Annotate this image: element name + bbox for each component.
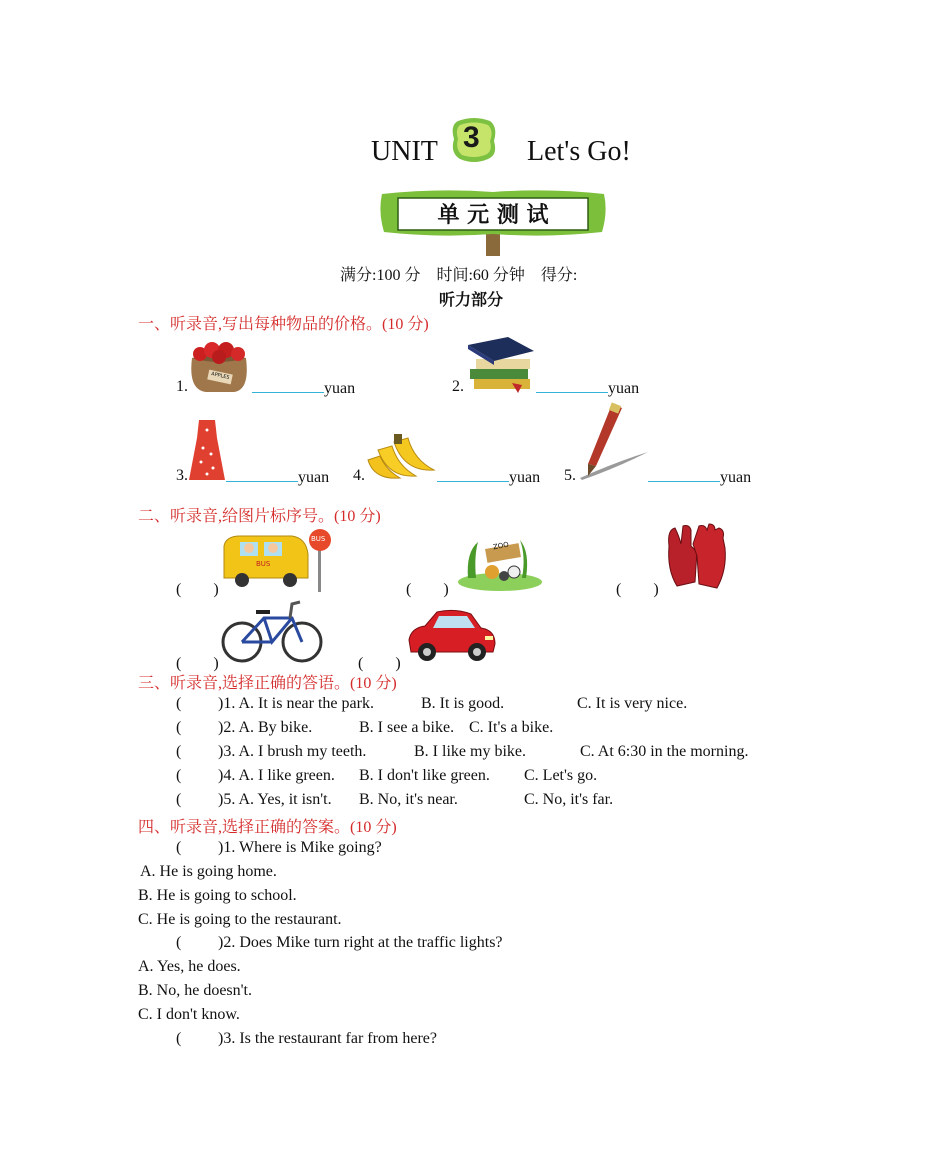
option-a: A. It is near the park. [238,695,374,712]
s3-q1 [176,695,374,713]
option-a: A. By bike. [238,719,313,736]
item4-answer[interactable] [437,467,540,487]
apple-sack-label: APPLES [210,371,230,381]
question-text: )2. Does Mike turn right at the traffic lights? [218,934,503,951]
s4-q2-stem [176,934,503,952]
school-bus-icon [220,526,335,592]
option-a: A. I like green. [238,767,335,784]
unit-label: UNIT [371,136,438,167]
price-blank[interactable] [252,378,324,393]
question-number: )1. [218,695,236,712]
dress-icon [187,418,227,482]
bus-body-text: BUS [256,560,271,568]
apple-sack-icon [186,340,252,394]
s3-q2-option-c: C. It's a bike. [469,719,554,736]
item3-answer[interactable] [226,467,329,487]
s3-q2-option-b: B. I see a bike. [359,719,455,736]
item5-number: 5. [564,467,576,484]
s4-q1-option-b: B. He is going to school. [138,887,297,904]
answer-paren[interactable]: ( ) [616,581,659,598]
answer-paren[interactable]: ( [176,839,182,856]
section3-heading: 三、听录音,选择正确的答语。(10 分) [138,675,397,692]
gloves-icon [663,522,729,592]
unit-yuan: yuan [720,469,752,486]
price-blank[interactable] [437,467,509,482]
s4-q2-option-c: C. I don't know. [138,1006,240,1023]
s4-q3-stem [176,1030,437,1048]
question-number: )2. [218,719,236,736]
unit-yuan: yuan [509,469,541,486]
s3-q4 [176,767,335,785]
unit-number: 3 [463,121,480,154]
answer-paren[interactable]: ( [176,743,182,760]
item2-number: 2. [452,378,464,395]
s4-q2-option-b: B. No, he doesn't. [138,982,252,999]
answer-paren[interactable]: ( [176,767,182,784]
unit-yuan: yuan [298,469,330,486]
answer-paren[interactable]: ( ) [176,655,219,672]
section1-heading: 一、听录音,写出每种物品的价格。(10 分) [138,316,429,333]
item1-answer[interactable] [252,378,355,398]
question-number: )3. [218,743,236,760]
question-text: )1. Where is Mike going? [218,839,382,856]
item2-answer[interactable] [536,378,639,398]
answer-paren[interactable]: ( [176,695,182,712]
section-subtitle: 听力部分 [439,290,504,309]
score-line: 满分:100 分 时间:60 分钟 得分: [340,267,578,284]
answer-paren[interactable]: ( ) [358,655,401,672]
bananas-icon [364,430,438,482]
answer-paren[interactable]: ( [176,1030,182,1047]
zoo-sign: ZOO [492,540,510,552]
zoo-icon [456,532,544,592]
unit-yuan: yuan [324,380,356,397]
car-icon [405,604,497,664]
s4-q1-stem [176,839,382,857]
s3-q5-option-c: C. No, it's far. [524,791,614,808]
section4-heading: 四、听录音,选择正确的答案。(10 分) [138,819,397,836]
item3-number: 3. [176,467,188,484]
s4-q2-option-a: A. Yes, he does. [138,958,241,975]
s3-q5-option-b: B. No, it's near. [359,791,458,808]
s3-q5 [176,791,332,809]
s3-q1-option-b: B. It is good. [421,695,505,712]
price-blank[interactable] [648,467,720,482]
s4-q1-option-c: C. He is going to the restaurant. [138,911,342,928]
s4-q1-option-a: A. He is going home. [140,863,277,880]
question-number: )4. [218,767,236,784]
option-a: A. Yes, it isn't. [238,791,332,808]
books-icon [466,335,536,393]
answer-paren[interactable]: ( ) [406,581,449,598]
s3-q4-option-b: B. I don't like green. [359,767,490,784]
unit-title: Let's Go! [527,136,631,167]
s3-q3-option-b: B. I like my bike. [414,743,526,760]
unit-test-banner [378,188,608,256]
price-blank[interactable] [226,467,298,482]
unit-number-badge [450,117,498,163]
bike-icon [220,596,324,664]
answer-paren[interactable]: ( ) [176,581,219,598]
option-a: A. I brush my teeth. [238,743,367,760]
answer-paren[interactable]: ( [176,934,182,951]
item4-number: 4. [353,467,365,484]
question-text: )3. Is the restaurant far from here? [218,1030,437,1047]
banner-text: 单 元 测 试 [437,203,549,228]
answer-paren[interactable]: ( [176,791,182,808]
question-number: )5. [218,791,236,808]
s3-q3-option-c: C. At 6:30 in the morning. [580,743,749,760]
bus-stop-sign: BUS [311,535,326,543]
s3-q3 [176,743,366,761]
section2-heading: 二、听录音,给图片标序号。(10 分) [138,508,381,525]
s3-q1-option-c: C. It is very nice. [577,695,688,712]
unit-yuan: yuan [608,380,640,397]
answer-paren[interactable]: ( [176,719,182,736]
item1-number: 1. [176,378,188,395]
pen-icon [576,402,650,482]
s3-q2 [176,719,312,737]
item5-answer[interactable] [648,467,751,487]
s3-q4-option-c: C. Let's go. [524,767,598,784]
price-blank[interactable] [536,378,608,393]
